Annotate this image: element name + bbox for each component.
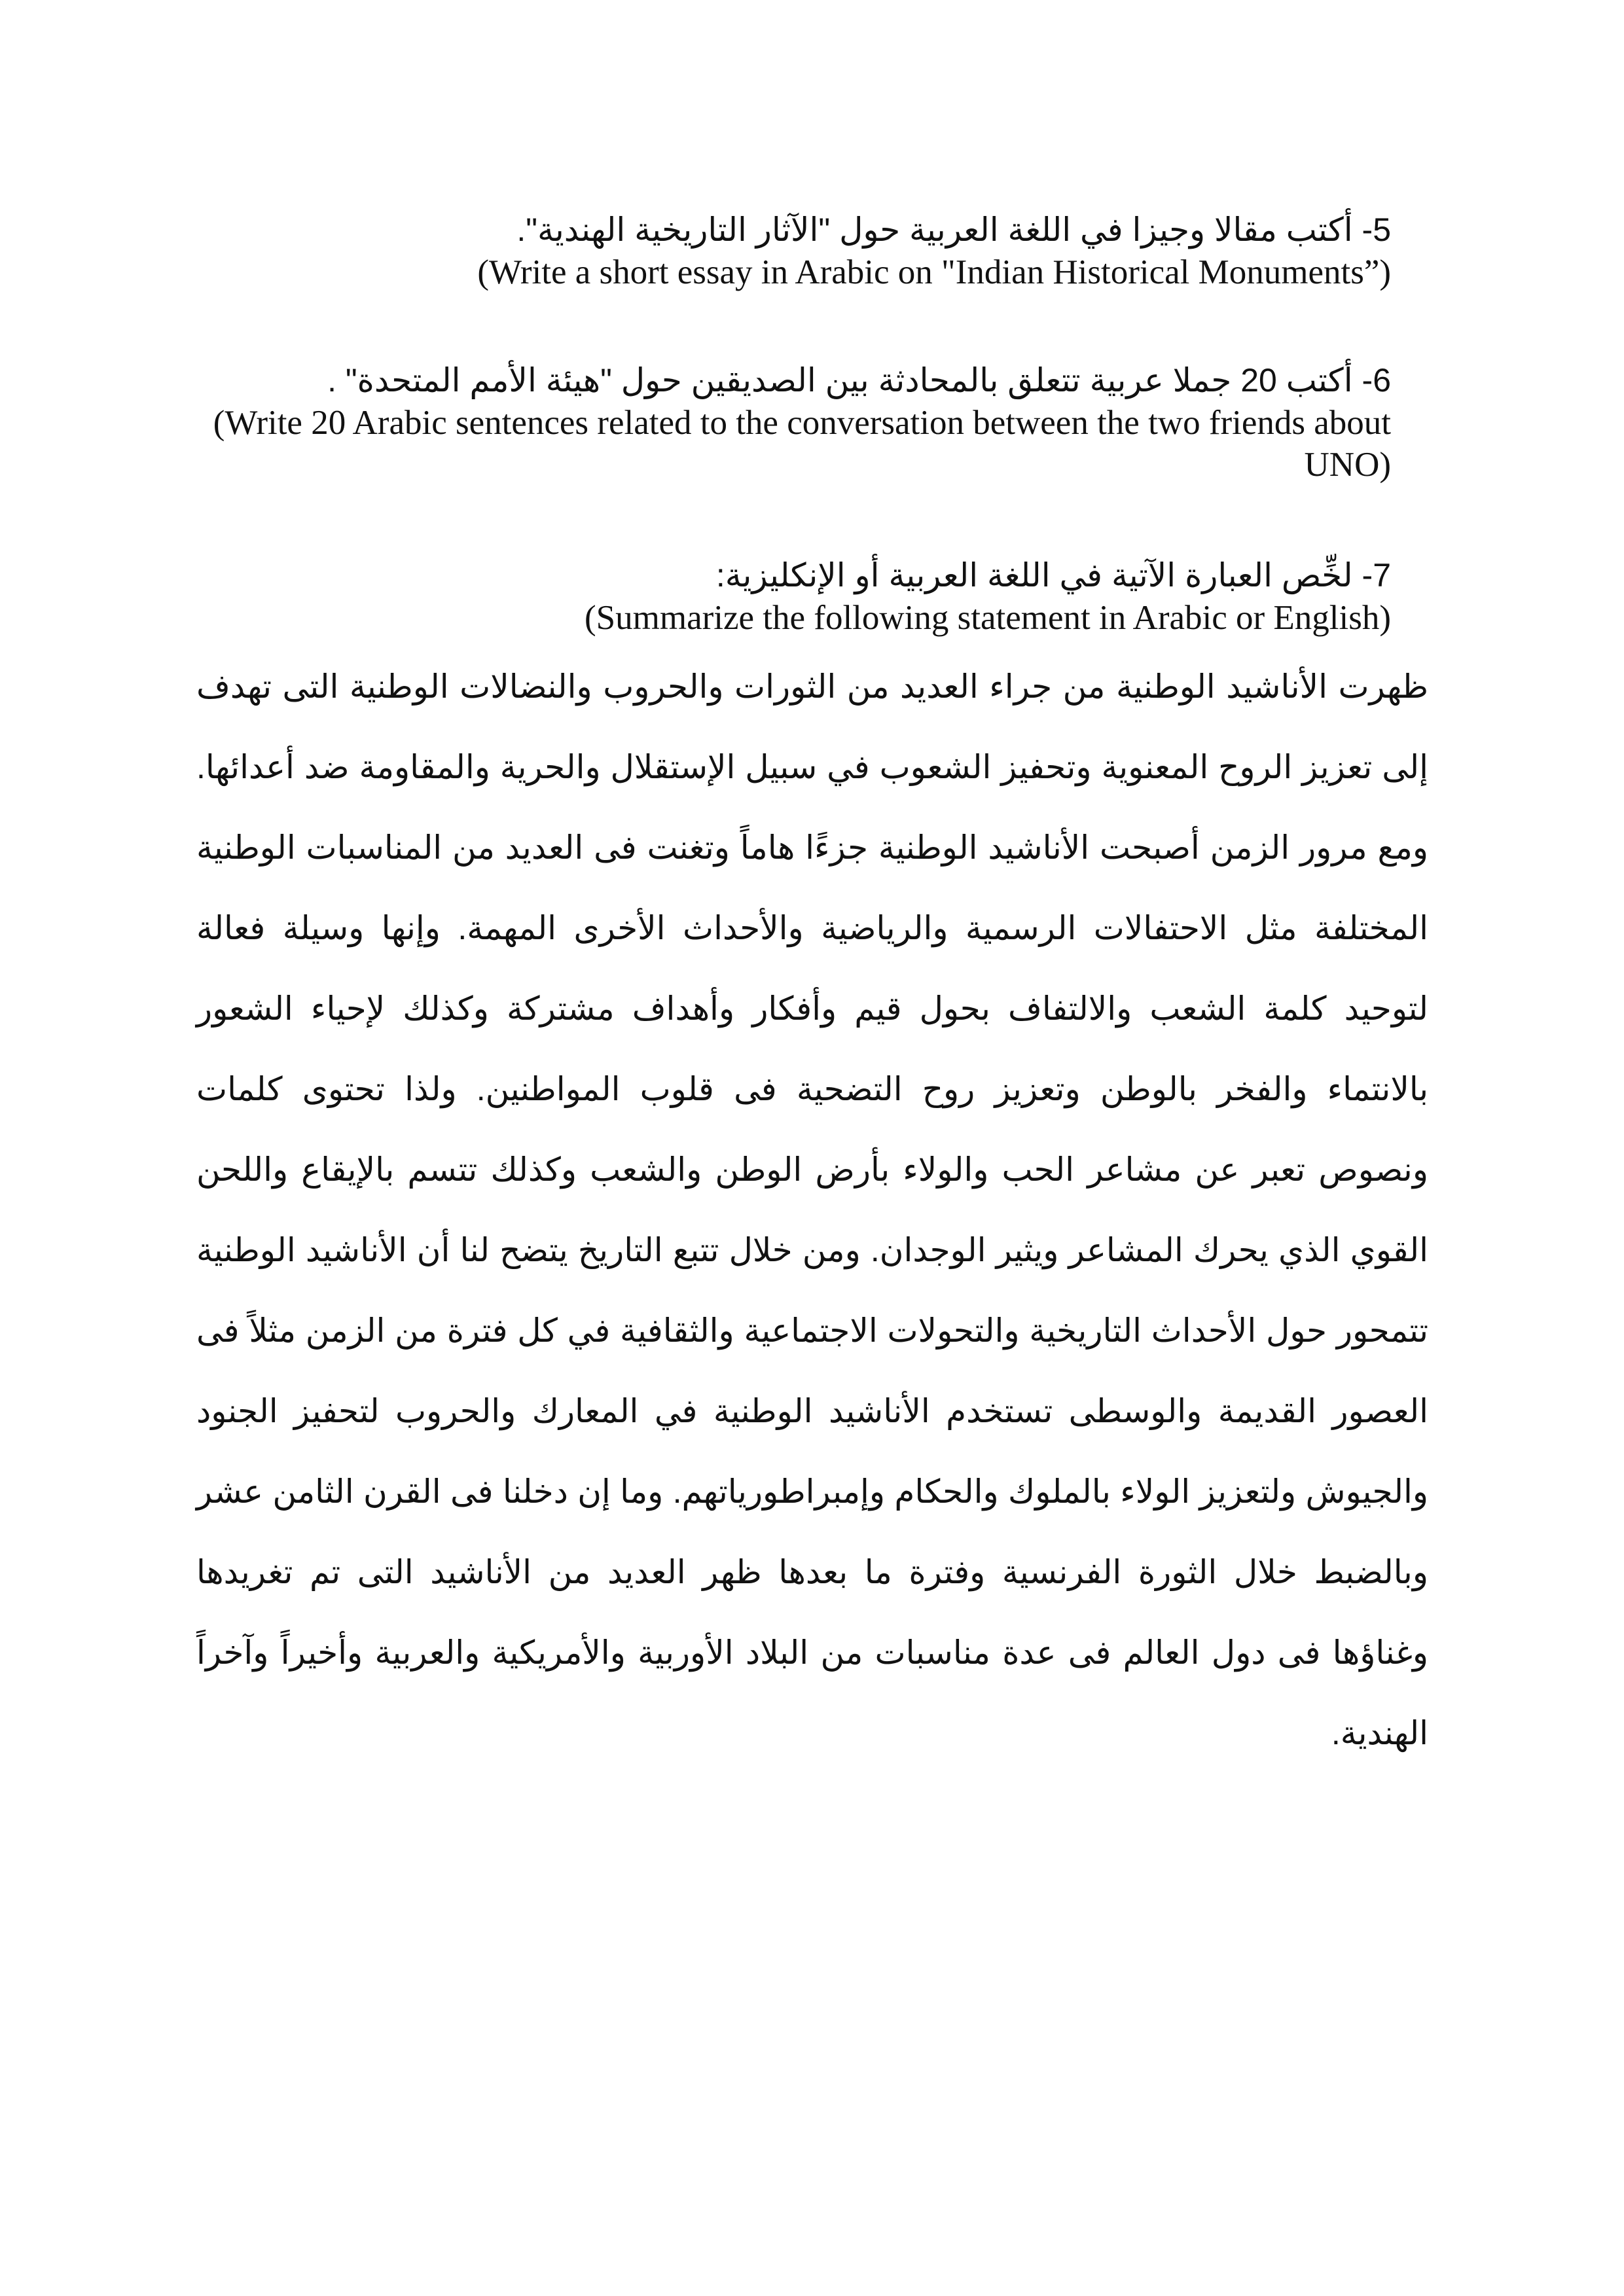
passage-text: ظهرت الأناشيد الوطنية من جراء العديد من الثورات والحروب والنضالات الوطنية التى تهدف إلى تعزيز الروح المعنوية وتحفيز الشعوب في سبيل الإستقلال والحرية والمقاومة ضد أعدائها. ومع مرور الزمن أصبحت الأناشيد الوطنية جزءًا هاماً وتغنت فى العديد من المناسبات الوطنية المختلفة مثل الاحتفالات الرسمية والرياضية والأحداث الأخرى المهمة. وإنها وسيلة فعالة لتوحيد كلمة الشعب والالتفاف بحول قيم وأفكار وأهداف مشتركة وكذلك لإحياء الشعور بالانتماء والفخر بالوطن وتعزيز روح التضحية فى قلوب المواطنين. ولذا تحتوى كلمات ونصوص تعبر عن مشاعر الحب والولاء بأرض الوطن والشعب وكذلك تتسم بالإيقاع واللحن القوي الذي يحرك المشاعر ويثير الوجدان. ومن خلال تتبع التاريخ يتضح لنا أن الأناشيد الوطنية تتمحور حول الأحداث التاريخية والتحولات الاجتماعية والثقافية في كل فترة من الزمن مثلاً فى العصور القديمة والوسطى تستخدم الأناشيد الوطنية في المعارك والحروب لتحفيز الجنود والجيوش ولتعزيز الولاء بالملوك والحكام وإمبراطورياتهم. وما إن دخلنا فى القرن الثامن عشر وبالضبط خلال الثورة الفرنسية وفترة ما بعدها ظهر العديد من الأناشيد التى تم تغريدها وغناؤها فى دول العالم فى عدة مناسبات من البلاد الأوربية والأمريكية والعربية وأخيراً وآخراً الهندية. <box>196 668 1428 1751</box>
question-7 <box>147 554 1391 639</box>
question-5-english: (Write a short essay in Arabic on "Indian Historical Monuments”) <box>477 253 1391 291</box>
question-6 <box>147 359 1391 486</box>
question-7-arabic: 7- لخِّص العبارة الآتية في اللغة العربية أو الإنكليزية: <box>715 557 1391 594</box>
question-5-arabic: 5- أكتب مقالا وجيزا في اللغة العربية حول "الآثار التاريخية الهندية". <box>516 211 1391 248</box>
question-5 <box>147 208 1391 293</box>
question-6-arabic: 6- أكتب 20 جملا عربية تتعلق بالمحادثة بين الصديقين حول "هيئة الأمم المتحدة" . <box>327 362 1391 399</box>
question-7-english: (Summarize the following statement in Arabic or English) <box>585 599 1391 637</box>
question-6-english: (Write 20 Arabic sentences related to the conversation between the two friends about UNO) <box>213 404 1391 484</box>
